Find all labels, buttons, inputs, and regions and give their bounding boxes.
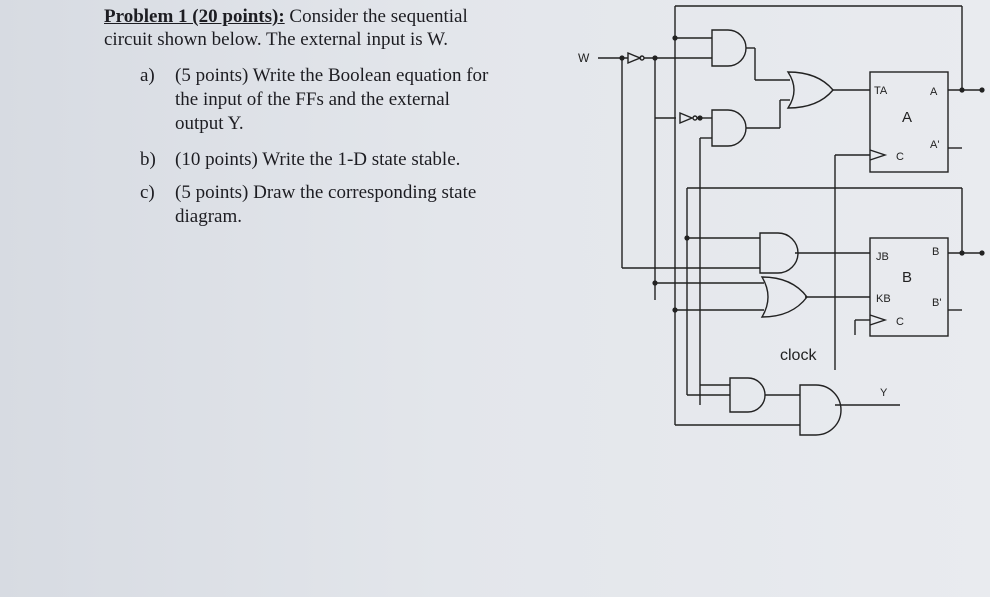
or-gate-ta [788,72,833,108]
question-b-label: b) [140,149,156,170]
clk-a-label: C [896,151,904,163]
clock-label: clock [780,347,817,364]
problem-heading: Problem 1 (20 points): [104,6,285,27]
clock-triangle-b [870,315,885,325]
or-gate-kb [762,277,807,317]
circuit-labels [578,51,941,399]
kb-label: KB [876,293,891,305]
output-y-label: Y [880,387,888,399]
and-gate-2 [712,110,746,146]
question-a-line-3: output Y. [175,113,244,134]
b-bar-label: B' [932,297,942,309]
input-w-label: W [578,51,590,65]
ff-a-name: A [902,109,913,126]
problem-intro-1: Consider the sequential [284,6,468,27]
jb-label: JB [876,251,889,263]
and-gate-1 [712,30,746,66]
a-out-label: A [930,86,938,98]
question-b-line-1: (10 points) Write the 1-D state stable. [175,149,461,170]
question-a-label: a) [140,65,155,86]
b-out-label: B [932,246,940,258]
question-c-line-1: (5 points) Draw the corresponding state [175,182,477,203]
question-c-line-2: diagram. [175,206,243,227]
and-gate-y1 [730,378,765,412]
ta-label: TA [874,85,888,97]
question-c-label: c) [140,182,155,203]
junction-dots [619,35,984,312]
logic-gates [712,30,841,435]
question-a-line-1: (5 points) Write the Boolean equation for [175,65,489,86]
question-a-line-2: the input of the FFs and the external [175,89,450,110]
and-gate-y2 [800,385,841,435]
a-bar-label: A' [930,139,940,151]
problem-intro-2: circuit shown below. The external input is W. [104,29,449,50]
ff-b-name: B [902,269,913,286]
clock-triangle-a [870,150,885,160]
and-gate-jb [760,233,798,273]
clk-b-label: C [896,316,904,328]
